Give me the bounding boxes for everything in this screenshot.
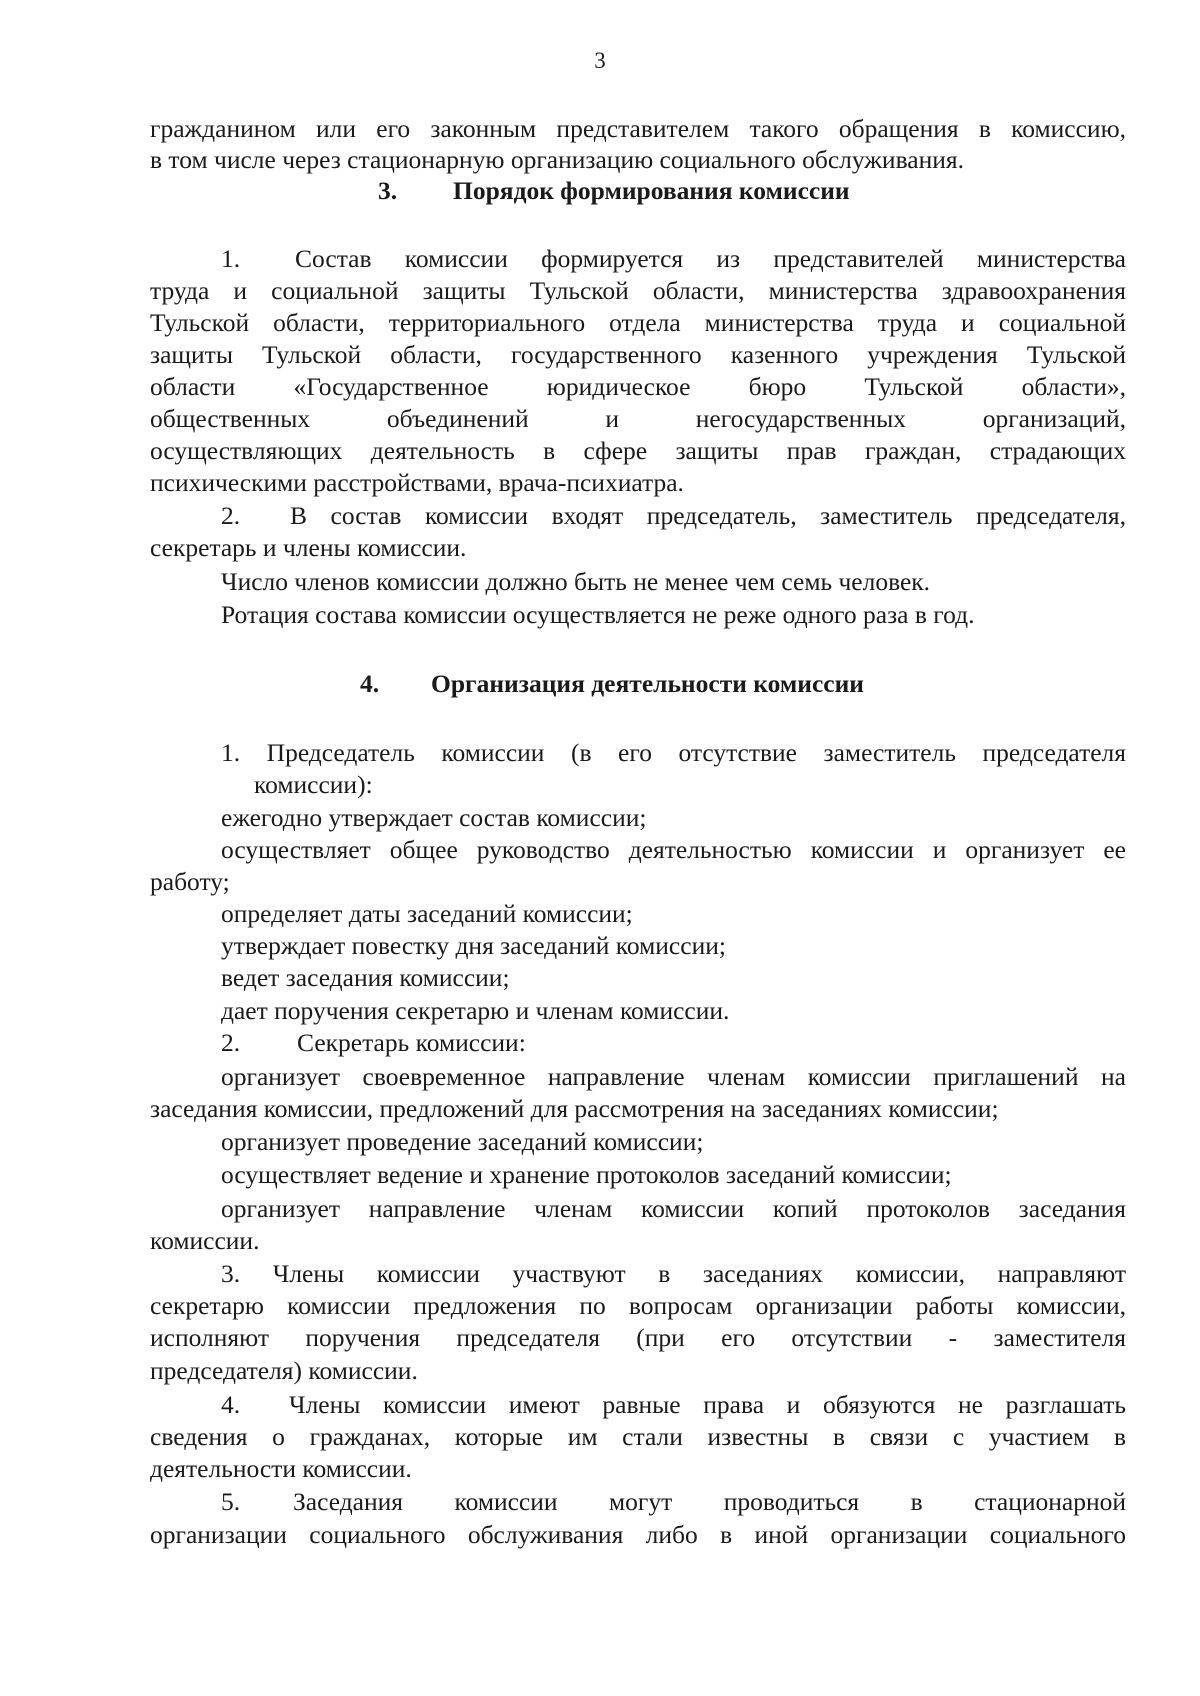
text-line: 3. Члены комиссии участвуют в заседаниях комиссии, направляют (221, 1259, 1126, 1288)
text-line: В состав комиссии входят председатель, заместитель председателя, (290, 501, 1126, 530)
text-line: сведения о гражданах, которые им стали известны в связи с участием в (150, 1422, 1126, 1451)
text-line: психическими расстройствами, врача-психиатра. (150, 468, 684, 497)
text-line: дает поручения секретарю и членам комиссии. (221, 996, 730, 1025)
text-line: комиссии. (150, 1226, 260, 1255)
item-number: 1. (221, 244, 241, 273)
text-line: организации социального обслуживания либо в иной организации социального (150, 1520, 1126, 1549)
text-line: утверждает повестку дня заседаний комиссии; (221, 931, 726, 960)
text-line: комиссии): (254, 770, 373, 799)
page-number: 3 (594, 48, 606, 73)
text-line: Тульской области, территориального отдела министерства труда и социальной (150, 308, 1126, 337)
section-number: 3. (378, 176, 398, 205)
text-line: Число членов комиссии должно быть не менее чем семь человек. (221, 567, 931, 596)
text-line: заседания комиссии, предложений для рассмотрения на заседаниях комиссии; (150, 1094, 999, 1123)
text-line: осуществляющих деятельность в сфере защиты прав граждан, страдающих (150, 436, 1126, 465)
text-line: осуществляет ведение и хранение протоколов заседаний комиссии; (221, 1160, 952, 1189)
text-line: организует направление членам комиссии копий протоколов заседания (221, 1194, 1126, 1223)
text-line: ежегодно утверждает состав комиссии; (221, 803, 647, 832)
text-line: Секретарь комиссии: (297, 1028, 526, 1057)
text-line: защиты Тульской области, государственного казенного учреждения Тульской (150, 340, 1126, 369)
text-line: секретарь и члены комиссии. (150, 533, 467, 562)
text-line: в том числе через стационарную организацию социального обслуживания. (150, 145, 964, 174)
text-line: Заседания комиссии могут проводиться в стационарной (293, 1487, 1126, 1516)
text-line: определяет даты заседаний комиссии; (221, 899, 633, 928)
text-line: деятельности комиссии. (150, 1454, 412, 1483)
text-line: организует проведение заседаний комиссии; (221, 1127, 704, 1156)
item-number: 4. (221, 1390, 241, 1419)
text-line: осуществляет общее руководство деятельностью комиссии и организует ее (221, 835, 1126, 864)
section-heading: Организация деятельности комиссии (431, 669, 864, 698)
text-line: ведет заседания комиссии; (221, 963, 510, 992)
item-number: 2. (221, 1028, 241, 1057)
text-line: гражданином или его законным представителем такого обращения в комиссию, (150, 114, 1126, 143)
text-line: организует своевременное направление членам комиссии приглашений на (221, 1062, 1126, 1091)
text-line: труда и социальной защиты Тульской области, министерства здравоохранения (150, 276, 1126, 305)
item-number: 2. (221, 501, 241, 530)
text-line: исполняют поручения председателя (при его отсутствии - заместителя (150, 1323, 1126, 1352)
section-number: 4. (360, 669, 380, 698)
text-line: Ротация состава комиссии осуществляется не реже одного раза в год. (221, 600, 975, 629)
text-line: области «Государственное юридическое бюро Тульской области», (150, 372, 1126, 401)
text-line: секретарю комиссии предложения по вопросам организации работы комиссии, (150, 1291, 1126, 1320)
text-line: 1. Председатель комиссии (в его отсутствие заместитель председателя (221, 738, 1126, 767)
text-line: общественных объединений и негосударственных организаций, (150, 404, 1126, 433)
item-number: 5. (221, 1487, 241, 1516)
text-line: работу; (150, 867, 230, 896)
text-line: Состав комиссии формируется из представителей министерства (295, 244, 1126, 273)
section-heading: Порядок формирования комиссии (453, 176, 850, 205)
text-line: председателя) комиссии. (150, 1356, 418, 1385)
text-line: Члены комиссии имеют равные права и обязуются не разглашать (289, 1390, 1126, 1419)
